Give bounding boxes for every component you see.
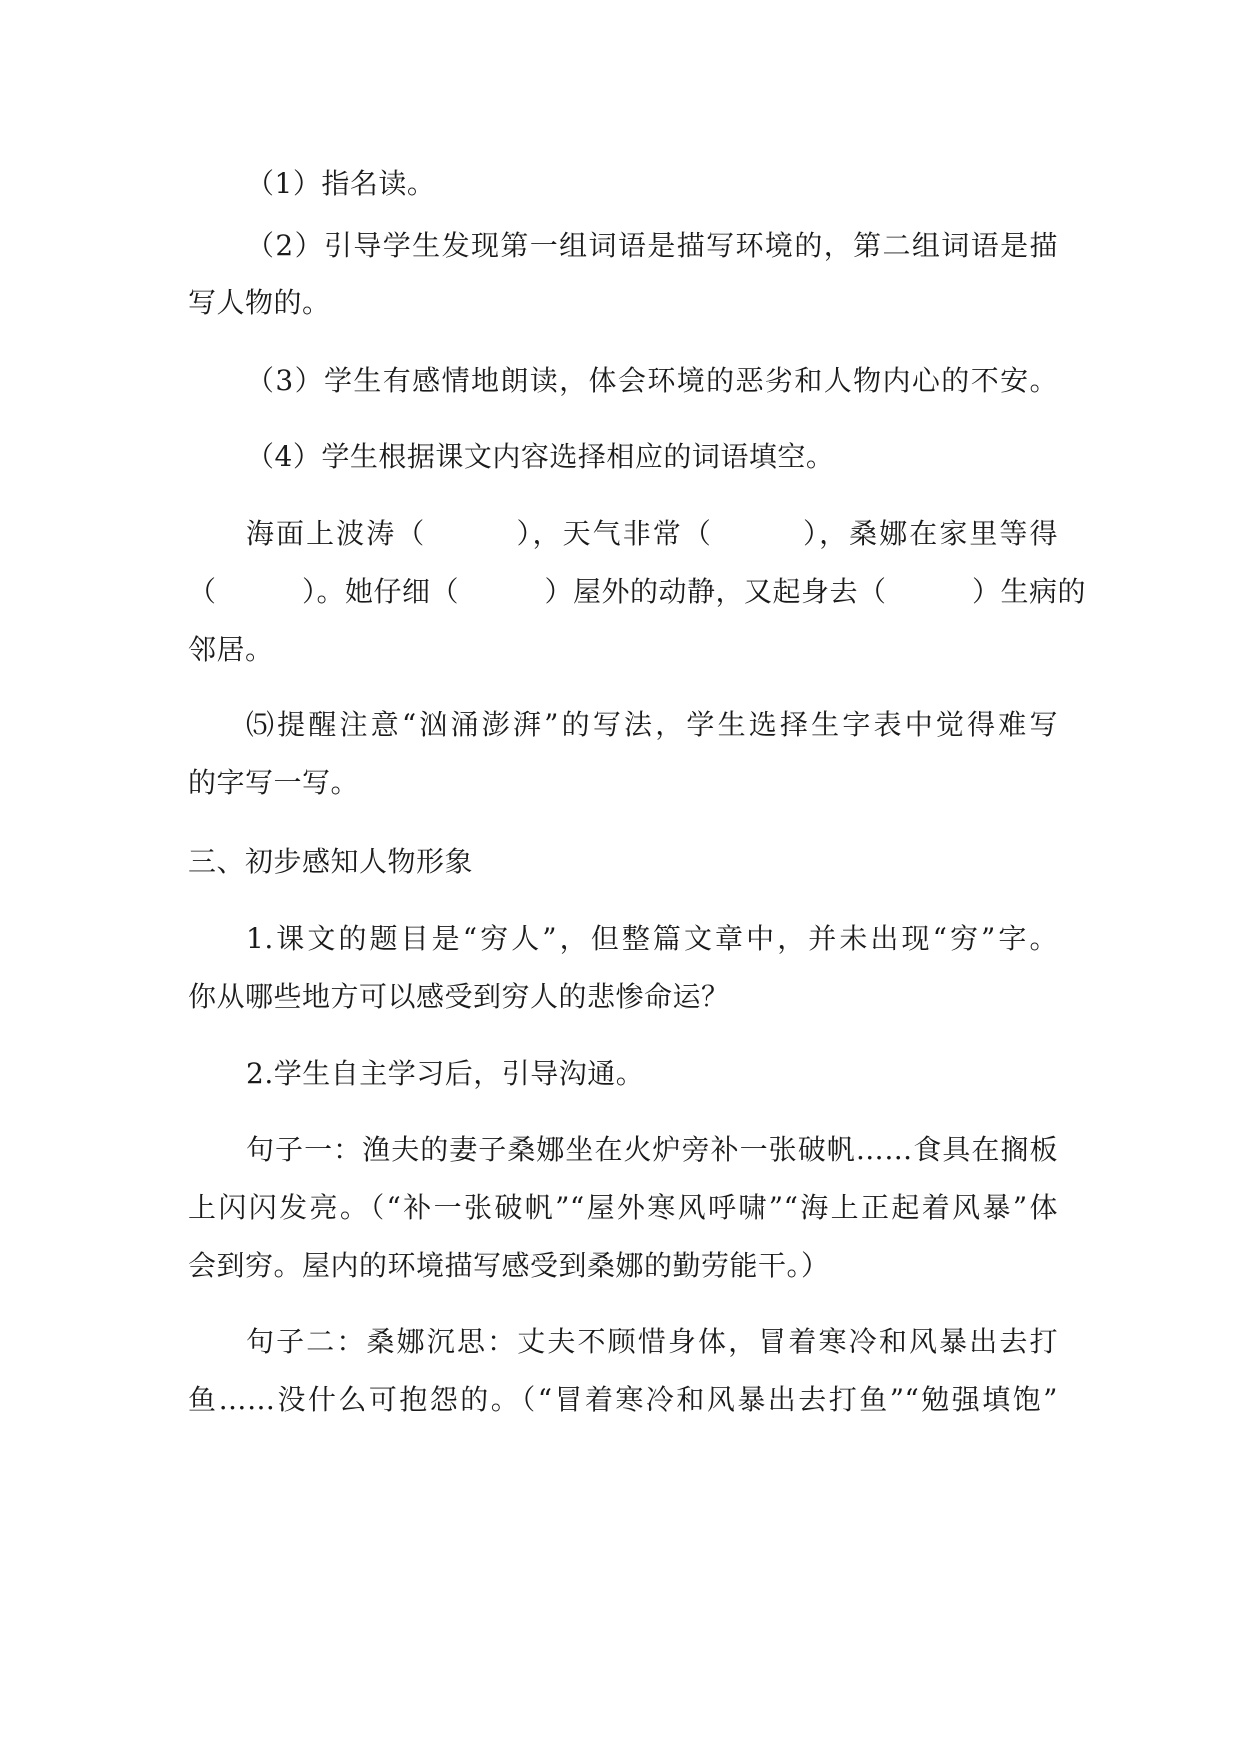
step-2-line-2: 写人物的。	[188, 286, 331, 319]
sentence-1-line-3: 会到穷。屋内的环境描写感受到桑娜的勤劳能干。）	[188, 1249, 830, 1282]
exercise-line-3: 邻居。	[188, 633, 274, 666]
section-heading-3: 三、初步感知人物形象	[188, 845, 474, 878]
question-2: 2.学生自主学习后，引导沟通。	[246, 1057, 645, 1090]
sentence-1-line-2: 上闪闪发亮。（“补一张破帆”“屋外寒风呼啸”“海上正起着风暴”体	[188, 1191, 1058, 1224]
step-2-line-1: （2）引导学生发现第一组词语是描写环境的，第二组词语是描	[246, 229, 1058, 262]
question-1-line-2: 你从哪些地方可以感受到穷人的悲惨命运？	[188, 980, 730, 1013]
sentence-1-line-1: 句子一：渔夫的妻子桑娜坐在火炉旁补一张破帆……食具在搁板	[246, 1133, 1058, 1166]
sentence-2-line-1: 句子二：桑娜沉思：丈夫不顾惜身体，冒着寒冷和风暴出去打	[246, 1325, 1058, 1358]
sentence-2-line-2: 鱼……没什么可抱怨的。（“冒着寒冷和风暴出去打鱼”“勉强填饱”	[188, 1383, 1058, 1416]
step-1-read: （1）指名读。	[246, 167, 436, 200]
step-4-fill-blanks: （4）学生根据课文内容选择相应的词语填空。	[246, 440, 835, 473]
step-3-read-aloud: （3）学生有感情地朗读，体会环境的恶劣和人物内心的不安。	[246, 364, 1058, 397]
question-1-line-1: 1.课文的题目是“穷人”，但整篇文章中，并未出现“穷”字。	[246, 922, 1058, 955]
exercise-line-1: 海面上波涛（ ），天气非常（ ），桑娜在家里等得	[246, 517, 1058, 550]
exercise-line-2: （ ）。她仔细（ ）屋外的动静，又起身去（ ）生病的	[188, 575, 1087, 608]
step-5-line-2: 的字写一写。	[188, 766, 360, 799]
step-5-line-1: ⑸提醒注意“汹涌澎湃”的写法，学生选择生字表中觉得难写	[246, 708, 1058, 741]
